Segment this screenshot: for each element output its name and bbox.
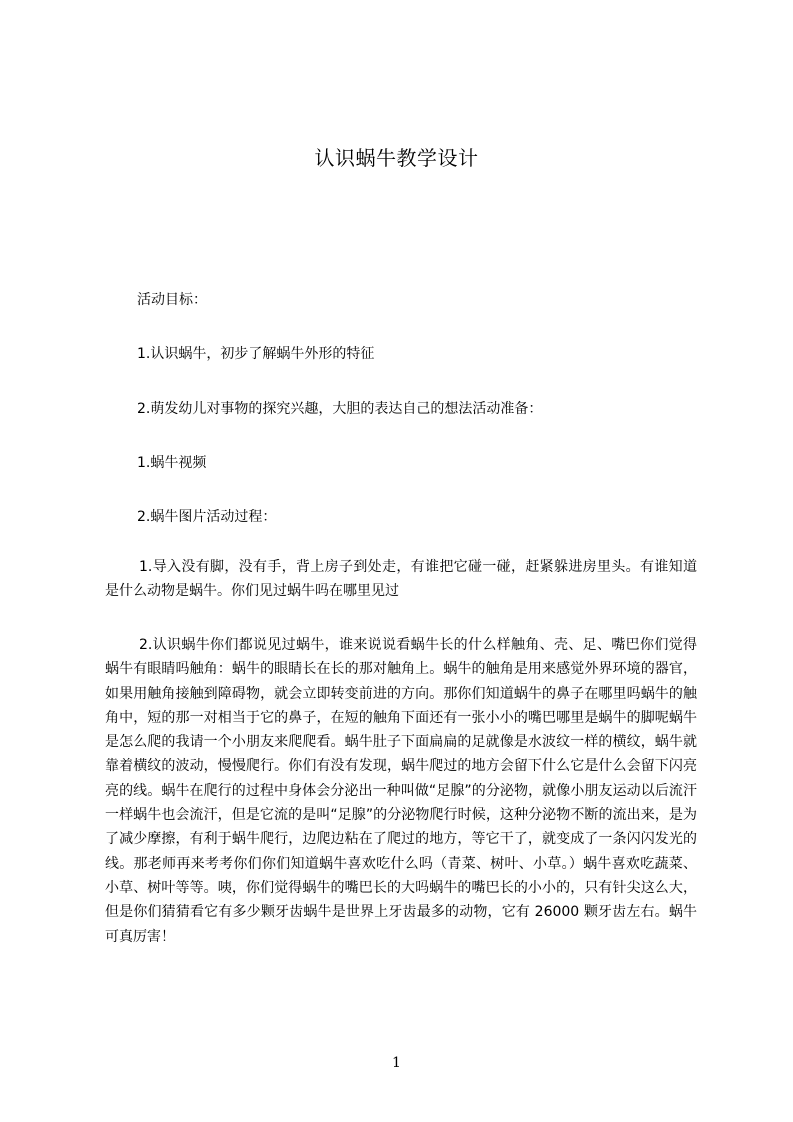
section-heading-goals: 活动目标： xyxy=(137,292,207,308)
page-number: 1 xyxy=(392,1055,401,1071)
document-title: 认识蜗牛教学设计 xyxy=(314,146,479,170)
preparation-item-2: 2.蜗牛图片活动过程： xyxy=(137,509,277,525)
preparation-item-1: 1.蜗牛视频 xyxy=(137,455,207,471)
process-paragraph-2: 2.认识蜗牛你们都说见过蜗牛，谁来说说看蜗牛长的什么样触角、壳、足、嘴巴你们觉得蜗牛有眼睛吗触角：蜗牛的眼睛长在长的那对触角上。蜗牛的触角是用来感觉外界环境的器官，如果用触角接触到障碍物，就会立即转变前进的方向。那你们知道蜗牛的鼻子在哪里吗蜗牛的触角中，短的那一对相当于它的鼻子，在短的触角下面还有一张小小的嘴巴哪里是蜗牛的脚呢蜗牛是怎么爬的我请一个小朋友来爬爬看。蜗牛肚子下面扁扁的足就像是水波纹一样的横纹，蜗牛就靠着横纹的波动，慢慢爬行。你们有没有发现，蜗牛爬过的地方会留下什么它是什么会留下闪亮亮的线。蜗牛在爬行的过程中身体会分泌出一种叫做“足腺”的分泌物，就像小朋友运动以后流汗一样蜗牛也会流汗，但是它流的是叫“足腺”的分泌物爬行时候，这种分泌物不断的流出来，是为了减少摩擦，有利于蜗牛爬行，边爬边粘在了爬过的地方，等它干了，就变成了一条闪闪发光的线。那老师再来考考你们你们知道蜗牛喜欢吃什么吗（青菜、树叶、小草。）蜗牛喜欢吃蔬菜、小草、树叶等等。咦，你们觉得蜗牛的嘴巴长的大吗蜗牛的嘴巴长的小小的，只有针尖这么大，但是你们猜猜看它有多少颗牙齿蜗牛是世界上牙齿最多的动物，它有 26000 颗牙齿左右。蜗牛可真厉害！ xyxy=(105,637,697,945)
goal-item-2: 2.萌发幼儿对事物的探究兴趣，大胆的表达自己的想法活动准备： xyxy=(137,401,543,417)
goal-item-1: 1.认识蜗牛，初步了解蜗牛外形的特征 xyxy=(137,346,375,362)
process-paragraph-1: 1.导入没有脚，没有手，背上房子到处走，有谁把它碰一碰，赶紧躲进房里头。有谁知道是什么动物是蜗牛。你们见过蜗牛吗在哪里见过 xyxy=(105,559,697,600)
